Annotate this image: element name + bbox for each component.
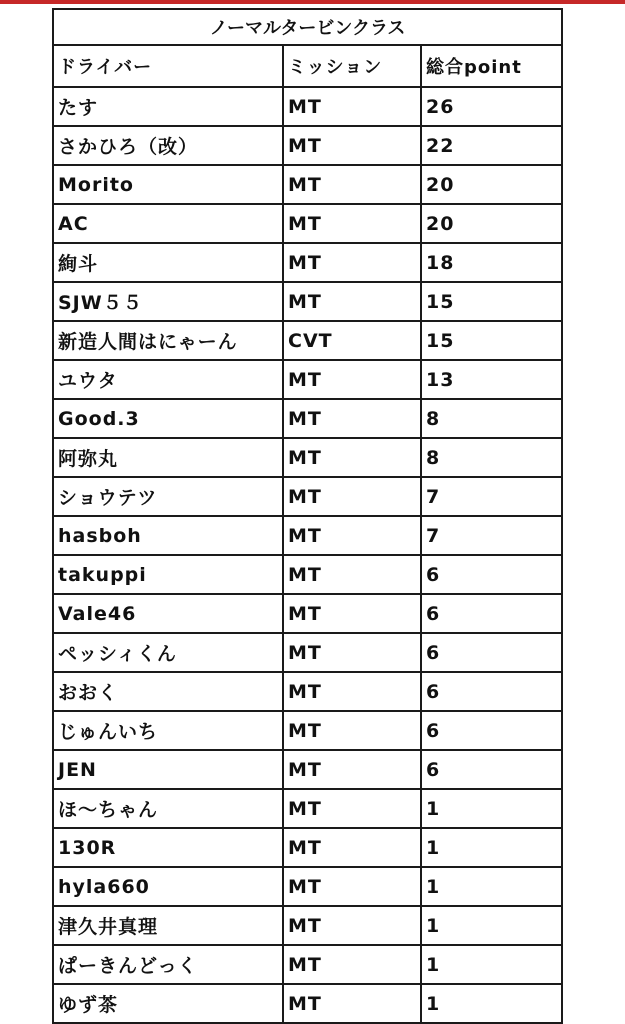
mission-cell: MT (283, 555, 421, 594)
points-cell: 8 (421, 399, 562, 438)
driver-cell: Morito (53, 165, 283, 204)
driver-cell: Good.3 (53, 399, 283, 438)
header-points: 総合point (421, 45, 562, 87)
driver-cell: じゅんいち (53, 711, 283, 750)
mission-cell: MT (283, 672, 421, 711)
mission-cell: MT (283, 87, 421, 126)
mission-cell: MT (283, 633, 421, 672)
table-row (53, 438, 562, 477)
table-row (53, 906, 562, 945)
table-row (53, 204, 562, 243)
driver-cell: JEN (53, 750, 283, 789)
mission-cell: MT (283, 789, 421, 828)
mission-cell: MT (283, 126, 421, 165)
points-cell: 20 (421, 204, 562, 243)
points-cell: 15 (421, 282, 562, 321)
points-cell: 18 (421, 243, 562, 282)
points-cell: 6 (421, 633, 562, 672)
table-row (53, 594, 562, 633)
driver-cell: Vale46 (53, 594, 283, 633)
table-row (53, 672, 562, 711)
table-row (53, 282, 562, 321)
points-cell: 22 (421, 126, 562, 165)
points-cell: 6 (421, 555, 562, 594)
points-cell: 1 (421, 906, 562, 945)
mission-cell: MT (283, 828, 421, 867)
header-row (53, 45, 562, 87)
table-row (53, 711, 562, 750)
mission-cell: MT (283, 165, 421, 204)
mission-cell: MT (283, 399, 421, 438)
driver-cell: AC (53, 204, 283, 243)
points-cell: 1 (421, 984, 562, 1023)
driver-cell: ぱーきんどっく (53, 945, 283, 984)
table-row (53, 87, 562, 126)
points-cell: 1 (421, 867, 562, 906)
mission-cell: MT (283, 594, 421, 633)
mission-cell: CVT (283, 321, 421, 360)
points-cell: 20 (421, 165, 562, 204)
mission-cell: MT (283, 360, 421, 399)
table-row (53, 243, 562, 282)
table-row (53, 399, 562, 438)
points-cell: 6 (421, 594, 562, 633)
mission-cell: MT (283, 945, 421, 984)
points-cell: 7 (421, 477, 562, 516)
header-driver: ドライバー (53, 45, 283, 87)
points-cell: 15 (421, 321, 562, 360)
mission-cell: MT (283, 438, 421, 477)
driver-cell: たす (53, 87, 283, 126)
points-cell: 8 (421, 438, 562, 477)
table-row (53, 984, 562, 1023)
driver-cell: 阿弥丸 (53, 438, 283, 477)
driver-cell: ショウテツ (53, 477, 283, 516)
points-cell: 1 (421, 945, 562, 984)
mission-cell: MT (283, 711, 421, 750)
mission-cell: MT (283, 243, 421, 282)
table-row (53, 360, 562, 399)
mission-cell: MT (283, 906, 421, 945)
mission-cell: MT (283, 750, 421, 789)
driver-cell: ペッシィくん (53, 633, 283, 672)
points-cell: 6 (421, 750, 562, 789)
driver-cell: さかひろ（改） (53, 126, 283, 165)
table-row (53, 828, 562, 867)
mission-cell: MT (283, 282, 421, 321)
table-row (53, 789, 562, 828)
driver-cell: hyla660 (53, 867, 283, 906)
points-cell: 1 (421, 789, 562, 828)
driver-cell: 絢斗 (53, 243, 283, 282)
driver-cell: 130R (53, 828, 283, 867)
points-cell: 7 (421, 516, 562, 555)
table-row (53, 126, 562, 165)
driver-cell: ユウタ (53, 360, 283, 399)
points-cell: 13 (421, 360, 562, 399)
driver-cell: ゆず茶 (53, 984, 283, 1023)
table-title: ノーマルタービンクラス (53, 9, 562, 45)
points-cell: 26 (421, 87, 562, 126)
driver-cell: takuppi (53, 555, 283, 594)
top-accent-bar (0, 0, 625, 4)
table-row (53, 633, 562, 672)
points-cell: 1 (421, 828, 562, 867)
mission-cell: MT (283, 204, 421, 243)
table-row (53, 867, 562, 906)
table-row (53, 516, 562, 555)
driver-cell: ほ～ちゃん (53, 789, 283, 828)
points-cell: 6 (421, 672, 562, 711)
driver-cell: 新造人間はにゃーん (53, 321, 283, 360)
header-mission: ミッション (283, 45, 421, 87)
driver-cell: hasboh (53, 516, 283, 555)
driver-cell: SJW５５ (53, 282, 283, 321)
mission-cell: MT (283, 516, 421, 555)
mission-cell: MT (283, 984, 421, 1023)
table-row (53, 750, 562, 789)
table-row (53, 477, 562, 516)
table-row (53, 555, 562, 594)
results-table (52, 8, 563, 1024)
driver-cell: 津久井真理 (53, 906, 283, 945)
table-row (53, 321, 562, 360)
table-row (53, 165, 562, 204)
points-cell: 6 (421, 711, 562, 750)
mission-cell: MT (283, 867, 421, 906)
driver-cell: おおく (53, 672, 283, 711)
table-row (53, 945, 562, 984)
mission-cell: MT (283, 477, 421, 516)
